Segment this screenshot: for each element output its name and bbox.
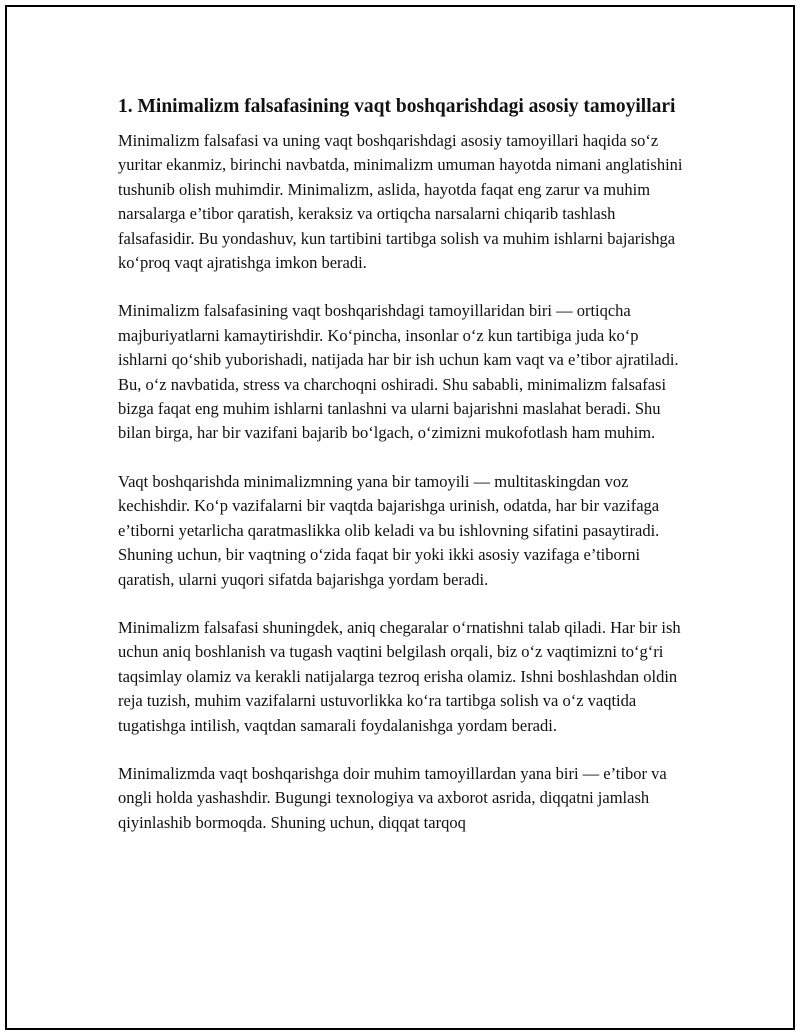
paragraph-4: Minimalizm falsafasi shuningdek, aniq chegaralar o‘rnatishni talab qiladi. Har bir ish uchun aniq boshlanish va tugash vaqtini belgilash orqali, biz o‘z vaqtimizni to‘g‘ri taqsimlay olamiz va kerakli natijalarga tezroq erisha olamiz. Ishni boshlashdan oldin reja tuzish, muhim vazifalarni ustuvorlikka ko‘ra tartibga solish va o‘z vaqtida tugatishga intilish, vaqtdan samarali foydalanishga yordam beradi.: [118, 617, 681, 735]
paragraph-2: Minimalizm falsafasining vaqt boshqarishdagi tamoyillaridan biri — ortiqcha majburiyatlarni kamaytirishdir. Ko‘pincha, insonlar o‘z kun tartibiga juda ko‘p ishlarni qo‘shib yuborishadi, natijada har bir ish uchun kam vaqt va e’tibor ajratiladi. Bu, o‘z navbatida, stress va charchoqni oshiradi. Shu sababli, minimalizm falsafasi bizga faqat eng muhim ishlarni tanlashni va ularni bajarishni maslahat beradi. Shu bilan birga, har bir vazifani bajarib bo‘lgach, o‘zimizni mukofotlash ham muhim.: [118, 301, 679, 443]
document-body: [118, 92, 690, 859]
section-heading: 1. Minimalizm falsafasining vaqt boshqarishdagi asosiy tamoyillari: [118, 96, 676, 117]
paragraph-3: Vaqt boshqarishda minimalizmning yana bir tamoyili — multitaskingdan voz kechishdir. Ko‘p vazifalarni bir vaqtda bajarishga urinish, odatda, har bir vazifaga e’tiborni yetarlicha qaratmaslikka olib keladi va bu ishlovning sifatini pasaytiradi. Shuning uchun, bir vaqtning o‘zida faqat bir yoki ikki asosiy vazifaga e’tiborni qaratish, ularni yuqori sifatda bajarishga yordam beradi.: [118, 471, 660, 589]
paragraph-5: Minimalizmda vaqt boshqarishga doir muhim tamoyillardan yana biri — e’tibor va ongli holda yashashdir. Bugungi texnologiya va axborot asrida, diqqatni jamlash qiyinlashib bormoqda. Shuning uchun, diqqat tarqoq: [118, 763, 667, 832]
paragraph-1: Minimalizm falsafasi va uning vaqt boshqarishdagi asosiy tamoyillari haqida so‘z yuritar ekanmiz, birinchi navbatda, minimalizm umuman hayotda nimani anglatishini tushunib olish muhimdir. Minimalizm, aslida, hayotda faqat eng zarur va muhim narsalarga e’tibor qaratish, keraksiz va ortiqcha narsalarni chiqarib tashlash falsafasidir. Bu yondashuv, kun tartibini tartibga solish va muhim ishlarni bajarishga ko‘proq vaqt ajratishga imkon beradi.: [118, 131, 683, 273]
